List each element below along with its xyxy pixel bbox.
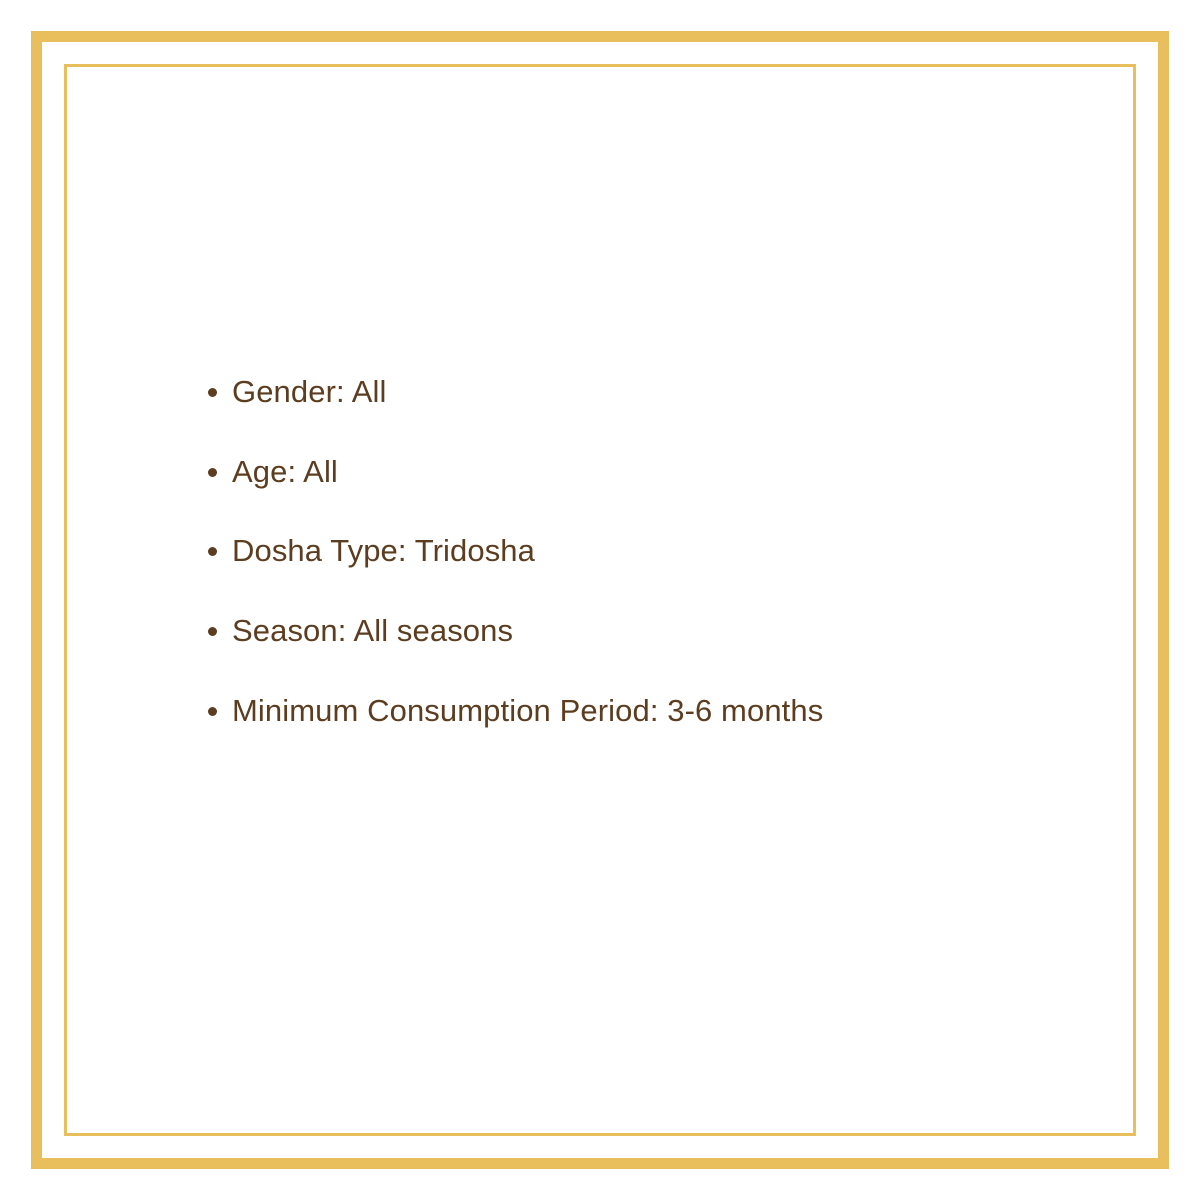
list-item xyxy=(180,691,1040,731)
list-item-text: Minimum Consumption Period: 3-6 months xyxy=(232,692,824,728)
attribute-list xyxy=(180,372,1040,730)
list-item-text: Age: All xyxy=(232,453,338,489)
list-item-text: Season: All seasons xyxy=(232,613,514,649)
bullet-dot-icon xyxy=(208,547,217,556)
list-item xyxy=(180,372,1040,412)
bullet-dot-icon xyxy=(208,388,217,397)
list-item xyxy=(180,531,1040,571)
card-content xyxy=(180,372,1040,730)
bullet-dot-icon xyxy=(208,707,217,716)
list-item xyxy=(180,452,1040,492)
bullet-dot-icon xyxy=(208,468,217,477)
list-item-text: Dosha Type: Tridosha xyxy=(232,533,535,569)
list-item-text: Gender: All xyxy=(232,374,387,409)
list-item xyxy=(180,611,1040,651)
bullet-dot-icon xyxy=(208,627,217,636)
